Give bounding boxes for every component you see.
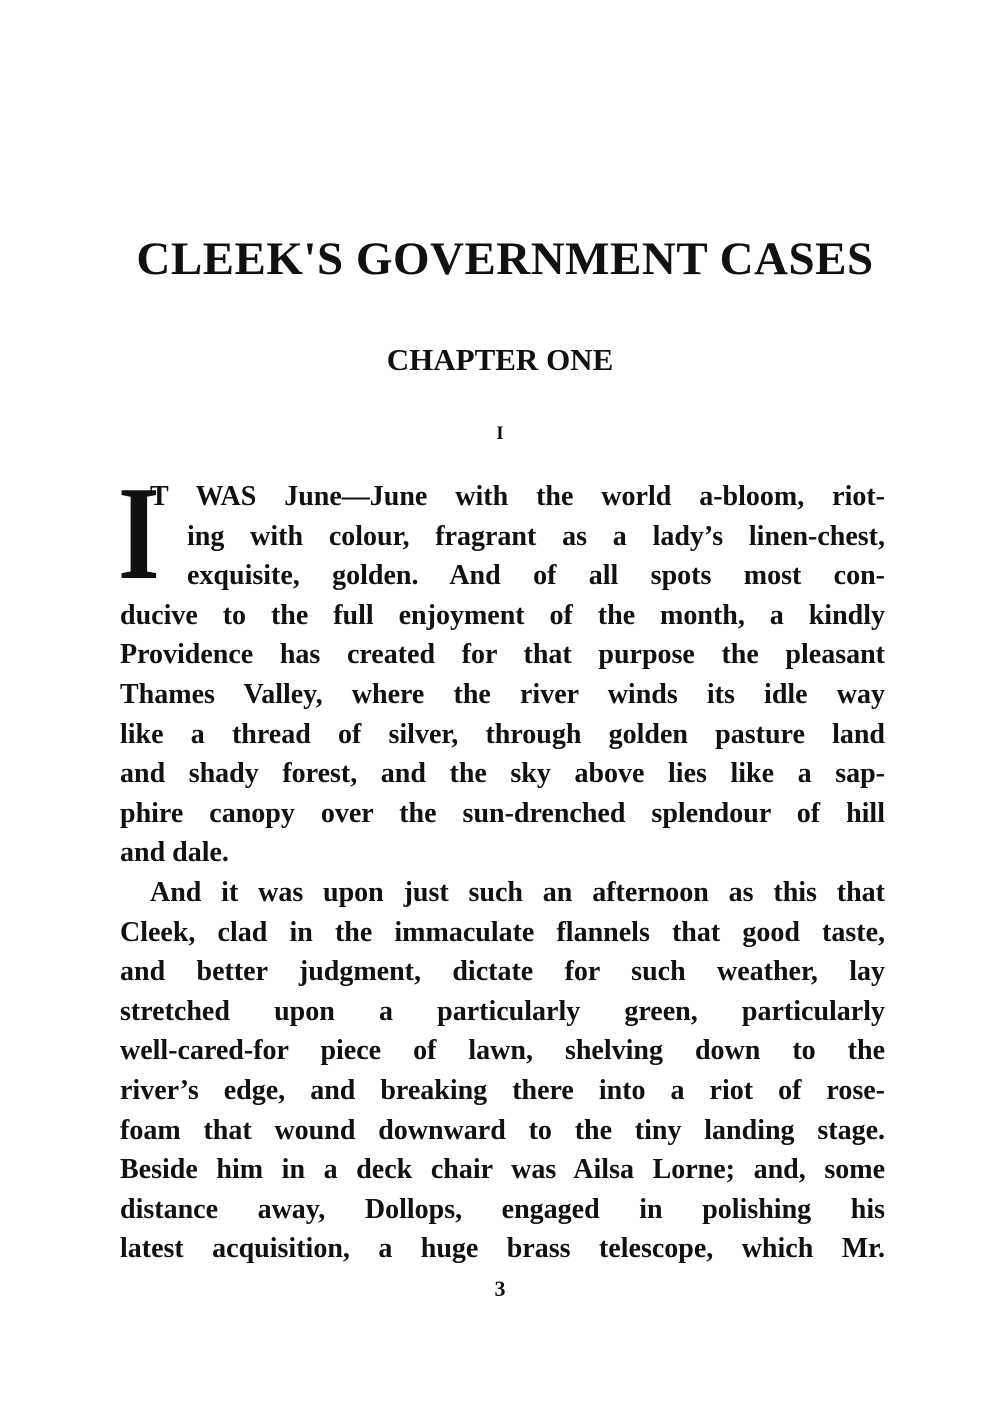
text-line: ducive to the full enjoyment of the month, a kindly xyxy=(120,599,885,631)
text-line: like a thread of silver, through golden pasture land xyxy=(120,718,885,750)
text-line: and shady forest, and the sky above lies like a sap- xyxy=(120,758,885,790)
page-number: 3 xyxy=(494,1276,506,1301)
book-title: CLEEK'S GOVERNMENT CASES xyxy=(136,233,874,285)
chapter-heading: CHAPTER ONE xyxy=(386,342,614,377)
text-line: Thames Valley, where the river winds its idle way xyxy=(120,679,885,710)
text-line: exquisite, golden. And of all spots most con- xyxy=(187,560,885,592)
text-line: Providence has created for that purpose the pleasant xyxy=(120,639,885,671)
text-line: latest acquisition, a huge brass telescope, which Mr. xyxy=(120,1233,885,1265)
text-line: stretched upon a particularly green, particularly xyxy=(120,995,885,1027)
section-number: I xyxy=(496,423,504,444)
text-line: river’s edge, and breaking there into a riot of rose- xyxy=(120,1075,885,1106)
text-line: and better judgment, dictate for such weather, lay xyxy=(120,956,885,988)
drop-cap: I xyxy=(118,459,160,607)
text-line: T WAS June—June with the world a-bloom, riot- xyxy=(150,481,885,512)
text-line: And it was upon just such an afternoon as this that xyxy=(150,877,885,908)
text-line: ing with colour, fragrant as a lady’s linen-chest, xyxy=(187,520,885,552)
text-line: Beside him in a deck chair was Ailsa Lorne; and, some xyxy=(120,1154,885,1186)
text-line: foam that wound downward to the tiny landing stage. xyxy=(120,1114,885,1146)
text-line: phire canopy over the sun-drenched splendour of hill xyxy=(120,797,885,829)
text-line: distance away, Dollops, engaged in polishing his xyxy=(120,1193,885,1225)
text-line: and dale. xyxy=(120,837,229,869)
text-line: Cleek, clad in the immaculate flannels that good taste, xyxy=(120,916,885,948)
text-line: well-cared-for piece of lawn, shelving down to the xyxy=(120,1035,885,1067)
